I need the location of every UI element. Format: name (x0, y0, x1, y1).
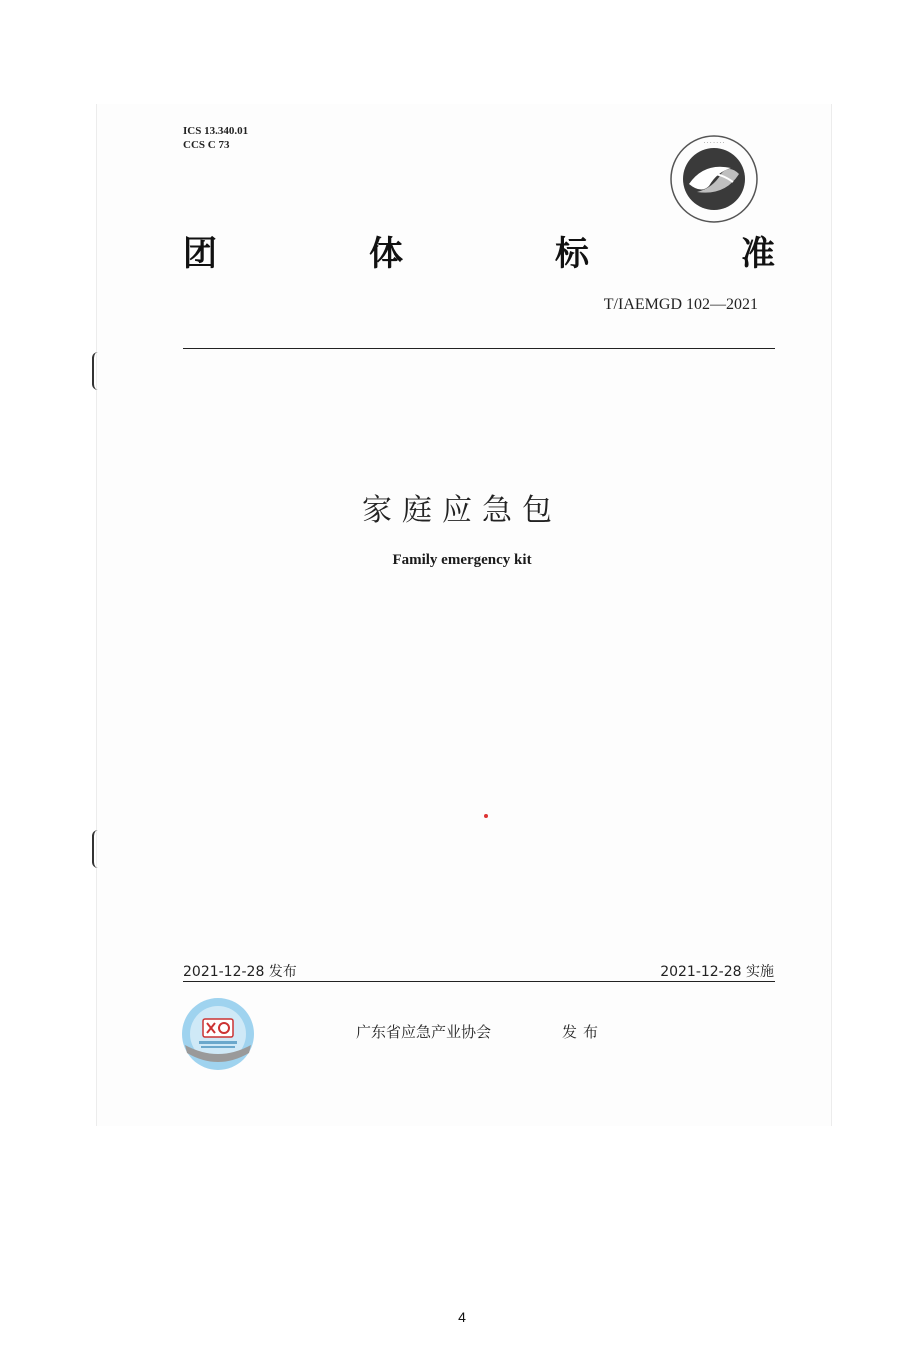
classification-codes (183, 124, 248, 152)
svg-text:· · · · · · ·: · · · · · · · (703, 140, 725, 146)
binding-mark-top (92, 352, 102, 390)
publish-label: 发布 (562, 1023, 605, 1041)
implementation-date: 2021-12-28 实施 (660, 964, 774, 980)
standard-type-char: 体 (369, 233, 403, 274)
publisher-name: 广东省应急产业协会 (356, 1023, 492, 1041)
standard-number: T/IAEMGD 102—2021 (603, 296, 758, 313)
anti-counterfeit-seal-icon (181, 997, 255, 1071)
binding-mark-bottom (92, 830, 102, 868)
association-emblem-icon (669, 134, 759, 224)
red-mark (484, 814, 488, 818)
bottom-divider (183, 981, 775, 982)
document-title-cn: 家庭应急包 (362, 493, 562, 528)
page-number: 4 (458, 1309, 466, 1325)
document-title-en: Family emergency kit (392, 552, 532, 568)
standard-type-char: 标 (555, 233, 589, 274)
issue-date: 2021-12-28 发布 (183, 964, 297, 980)
standard-type-char: 团 (183, 233, 217, 274)
ccs-code: CCS C 73 (183, 139, 230, 151)
top-divider (183, 348, 775, 349)
standard-type-heading (183, 224, 775, 276)
standard-type-char: 准 (741, 233, 775, 274)
ics-code: ICS 13.340.01 (183, 125, 249, 137)
